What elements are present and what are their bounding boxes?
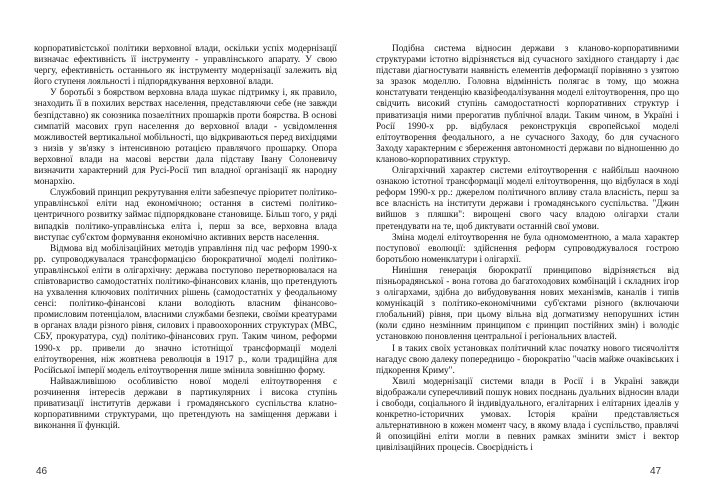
left-page (34, 44, 337, 454)
left-paragraph-4: Відмова від мобілізаційних методів управління під час реформ 1990-х рр. супроводжувалася трансформацією бюрократичної моделі політико-управлінської еліти в олігархічну: держава поступово перетворювалася на співтовариство самодостатніх політико-фінансових кланів, що претендують на ухвалення ключових політичних рішень (самодостатніх у феодальному сенсі: політико-фінансові клани володіють власним фінансово-промисловим потенціалом, власними службами безпеки, своїми креатурами в органах влади різного рівня, силових і правоохоронних структурах (МВС, СБУ, прокуратура, суд) політико-фінансових груп. Таким чином, реформи 1990-х рр. привели до значно істотніщої трансформації моделі елітоутворення, ніж жовтнева революція в 1917 р., коли традиційна для Російської імперії модель елітоутворення лише змінила зовнішню форму. (34, 243, 337, 376)
left-paragraph-2: У боротьбі з боярством верховна влада шукає підтримку і, як правило, знаходить її в похилих верствах населення, представляючи себе (не завжди безпідставно) як союзника позаелітних прошарків проти боярства. В основі симпатій масових груп населення до верховної влади - усвідомлення можливостей вертикальної мобільності, що відкриваються перед вихідцями з низів у зв'язку з інтенсивною ротацією правлячого прошарку. Опора верховної влади на масові верстви дала підставу Івану Солоневичу визначити характерний для Русі-Росії тип владної організації як народну монархію. (34, 88, 337, 188)
right-page-number: 47 (650, 466, 662, 477)
right-paragraph-6: Хвилі модернізації системи влади в Росії і в Україні завжди відображали суперечливий пошук нових поєднань дуальних відносин влади і свободи, соціального й індивідуального, егалітарних і елітарних ідеалів у конкретно-історичних умовах. Історія країни представляється альтернативною в кожен момент часу, в якому влада і суспільство, правлячі й опозиційні еліти могли в певних рамках змінити зміст і вектор цивілізаційних процесів. Своєрідність і (376, 376, 679, 454)
left-page-number: 46 (36, 466, 48, 477)
right-paragraph-3: Зміна моделі елітоутворення не була одномоментною, а мала характер поступової еволюції: здійснення реформ супроводжувалося гострою боротьбою номенклатури і олігархії. (376, 232, 679, 265)
right-paragraph-4: Нинішня генерація бюрократії принципово відрізняється від пізньорадянської - вона готова до багатоходових комбінацій і складних ігор з олігархами, здібна до вибудовування нових механізмів, каналів і типів комунікацій з політико-економічними суб'єктами різного (включаючи глобальний) рівня, при цьому вільна від догматизму непорушних істин (коли єдино незмінним принципом є принцип постійних змін) і володіє установкою поновлення центральної і регіональних властей. (376, 265, 679, 343)
right-paragraph-2: Олігархічний характер системи елітоутворення є найбільш наочною ознакою істотної трансформації моделі елітоутворення, що відбулася в ході реформ 1990-х рр.: джерелом політичного впливу стала власність, перш за все власність на інститути держави і громадянського суспільства. "Джин вийшов з пляшки": вирощені свого часу владою олігархи стали претендувати на те, щоб диктувати останній свої умови. (376, 166, 679, 232)
right-page (376, 44, 679, 454)
left-paragraph-5: Найважливішою особливістю нової моделі елітоутворення є розчинення інтересів держави в партикулярних і висока ступінь приватизації інститутів держави і громадянського суспільства клаtно-корпоративними структурами, що претендують на заміщення держави і виконання її функцій. (34, 376, 337, 432)
right-paragraph-1: Подібна система відносин держави з кланово-корпоративними структурами істотно відрізняється від сучасного західного стандарту і дає підстави діагностувати наявність елементів деформації порівняно з узятою за зразок моделлю. Головна відмінність полягає в тому, що можна констатувати тенденцію квазіфеодалізування моделі елітоутворення, про що свідчить високий ступінь самодостатності корпоративних структур і приватизація ними прерогатив публічної влади. Таким чином, в Україні і Росії 1990-х рр. відбулася реконструкція європейської моделі елітоутворення феодального, а не сучасного Заходу, бо для сучасного Заходу характерним є збереження автономності держави по відношенню до клaново-корпоративних структур. (376, 44, 679, 165)
left-paragraph-3: Службовий принцип рекрутування еліти забезпечує пріоритет політико-управлінської еліти над економічною; остання в системі політико-центричного розвитку займає підпорядковане становище. Більш того, у ряді випадків політико-управлінська еліта і, перш за все, верховна влада виступає суб'єктом формування економічно активних верств населення. (34, 188, 337, 243)
right-paragraph-5: І в таких своїх установках політичний клас початку нового тисячоліття нагадує свою далеку попередницю - бюрократію "часів майже очаківських і підкорення Криму". (376, 343, 679, 376)
left-paragraph-1: корпоративістської політики верховної влади, оскільки успіх модернізації визначає ефективність її інструменту - управлінського апарату. У свою чергу, ефективність останнього як інструменту модернізації залежить від його ступеня лояльності і підпорядкування верховної влади. (34, 44, 337, 88)
